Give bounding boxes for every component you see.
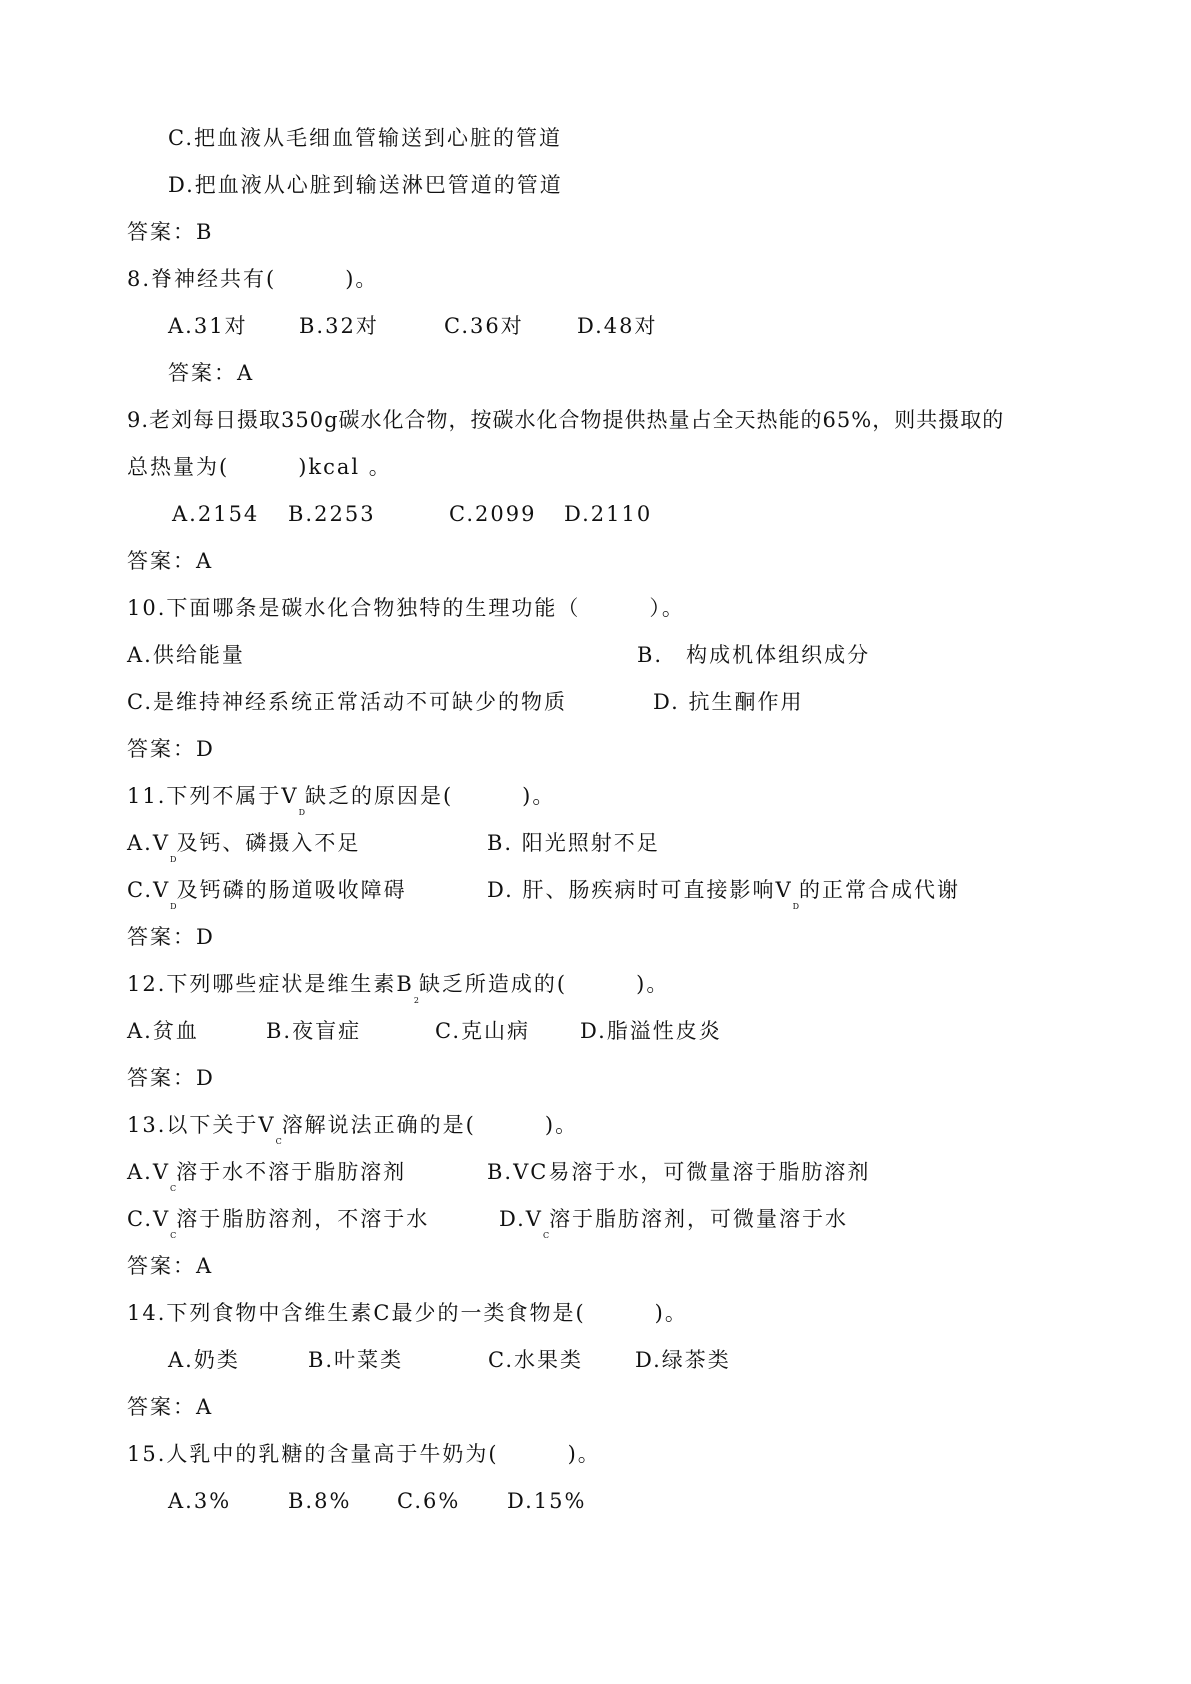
q10-option-a: A.供给能量 xyxy=(127,643,245,667)
q14-option-b: B.叶菜类 xyxy=(308,1348,404,1372)
q14-answer: 答案：A xyxy=(127,1395,214,1419)
q11-stem xyxy=(127,782,556,817)
q12-option-a: A.贫血 xyxy=(127,1019,199,1043)
q13c-sub: C xyxy=(170,1231,177,1240)
q11-option-c xyxy=(127,876,407,911)
q10-stem: 10.下面哪条是碳水化合物独特的生理功能（ ）。 xyxy=(127,596,685,620)
q11-stem-pre: 11.下列不属于V xyxy=(127,784,299,808)
q13-option-d xyxy=(499,1205,849,1240)
q13a-sub: C xyxy=(170,1184,177,1193)
q8-option-c: C.36对 xyxy=(444,314,524,338)
q11-stem-sub: D xyxy=(298,808,305,817)
q9-option-d: D.2110 xyxy=(564,502,653,526)
q9-answer: 答案：A xyxy=(127,549,214,573)
q12-stem-sub: 2 xyxy=(413,996,419,1005)
q10-answer: 答案：D xyxy=(127,737,215,761)
q7-answer: 答案：B xyxy=(127,220,214,244)
q11-option-a xyxy=(127,829,361,864)
q11a-pre: A.V xyxy=(127,831,171,855)
q13d-sub: C xyxy=(542,1231,550,1240)
q13-option-c xyxy=(127,1205,430,1240)
q12-stem xyxy=(127,970,670,1005)
q13-option-a xyxy=(127,1158,407,1193)
q11-option-b: B. 阳光照射不足 xyxy=(487,831,660,855)
q11a-sub: D xyxy=(170,855,177,864)
q12-option-b: B.夜盲症 xyxy=(266,1019,362,1043)
q13-answer: 答案：A xyxy=(127,1254,214,1278)
q12-stem-pre: 12.下列哪些症状是维生素B xyxy=(127,972,414,996)
q13a-post: 溶于水不溶于脂肪溶剂 xyxy=(176,1160,407,1184)
q13c-pre: C.V xyxy=(127,1207,171,1231)
q13-stem xyxy=(127,1111,579,1146)
q10-option-c: C.是维持神经系统正常活动不可缺少的物质 xyxy=(127,690,567,714)
q9-stem-line2: 总热量为( )kcal 。 xyxy=(127,455,392,479)
q10-option-d: D. 抗生酮作用 xyxy=(653,690,804,714)
q11-option-d xyxy=(487,876,961,911)
q14-option-c: C.水果类 xyxy=(488,1348,583,1372)
q11a-post: 及钙、磷摄入不足 xyxy=(176,831,361,855)
q9-option-c: C.2099 xyxy=(449,502,537,526)
q8-option-b: B.32对 xyxy=(299,314,379,338)
q8-option-d: D.48对 xyxy=(577,314,658,338)
q11c-post: 及钙磷的肠道吸收障碍 xyxy=(176,878,407,902)
q8-stem: 8.脊神经共有( )。 xyxy=(127,267,379,291)
q11c-pre: C.V xyxy=(127,878,171,902)
q11-answer: 答案：D xyxy=(127,925,215,949)
q15-option-d: D.15% xyxy=(507,1489,587,1513)
q12-answer: 答案：D xyxy=(127,1066,215,1090)
q11-stem-post: 缺乏的原因是( )。 xyxy=(304,784,556,808)
q9-option-a: A.2154 xyxy=(172,502,260,526)
q8-answer: 答案：A xyxy=(168,361,255,385)
q13a-pre: A.V xyxy=(127,1160,171,1184)
q11d-sub: D xyxy=(792,902,800,911)
q13d-pre: D.V xyxy=(499,1207,543,1231)
q11d-post: 的正常合成代谢 xyxy=(799,878,961,902)
q14-stem: 14.下列食物中含维生素C最少的一类食物是( )。 xyxy=(127,1301,688,1325)
q12-option-d: D.脂溢性皮炎 xyxy=(580,1019,722,1043)
q13-stem-sub: C xyxy=(275,1137,282,1146)
q8-option-a: A.31对 xyxy=(168,314,248,338)
q7-option-c: C.把血液从毛细血管输送到心脏的管道 xyxy=(168,126,562,150)
q15-option-a: A.3% xyxy=(168,1489,232,1513)
q15-option-b: B.8% xyxy=(288,1489,352,1513)
q7-option-d: D.把血液从心脏到输送淋巴管道的管道 xyxy=(168,173,563,197)
q13d-post: 溶于脂肪溶剂，可微量溶于水 xyxy=(549,1207,849,1231)
q13c-post: 溶于脂肪溶剂，不溶于水 xyxy=(176,1207,430,1231)
q9-stem-line1: 9.老刘每日摄取350g碳水化合物，按碳水化合物提供热量占全天热能的65%，则共摄取的 xyxy=(127,408,1005,432)
q15-stem: 15.人乳中的乳糖的含量高于牛奶为( )。 xyxy=(127,1442,601,1466)
q12-option-c: C.克山病 xyxy=(435,1019,530,1043)
q9-option-b: B.2253 xyxy=(288,502,376,526)
q13-stem-pre: 13.以下关于V xyxy=(127,1113,276,1137)
q11d-pre: D. 肝、肠疾病时可直接影响V xyxy=(487,878,793,902)
q12-stem-post: 缺乏所造成的( )。 xyxy=(418,972,670,996)
q13-option-b: B.VC易溶于水，可微量溶于脂肪溶剂 xyxy=(487,1160,871,1184)
q14-option-a: A.奶类 xyxy=(168,1348,240,1372)
q13-stem-post: 溶解说法正确的是( )。 xyxy=(281,1113,579,1137)
q10-option-b: B. 构成机体组织成分 xyxy=(637,643,871,667)
q15-option-c: C.6% xyxy=(397,1489,461,1513)
q14-option-d: D.绿茶类 xyxy=(635,1348,731,1372)
q11c-sub: D xyxy=(170,902,177,911)
